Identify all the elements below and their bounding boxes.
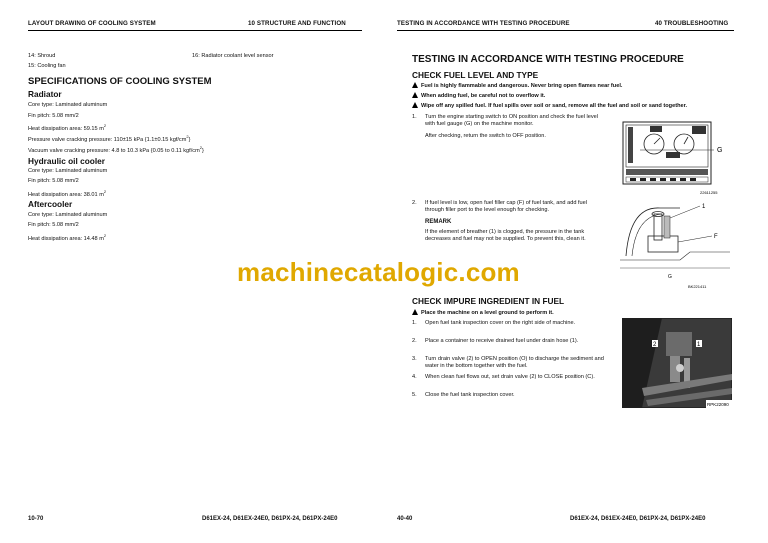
spec-title: SPECIFICATIONS OF COOLING SYSTEM (28, 76, 212, 87)
breather-label: 1 (702, 204, 706, 210)
radiator-heat: Heat dissipation area: 59.15 $m^2$ (28, 123, 107, 132)
oil-cooler-fin: Fin pitch: 5.08 mm/2 (28, 178, 79, 184)
warning-spill: Wipe off any spilled fuel. If fuel spills over soil or sand, remove all the fuel and soil or sand together. (412, 102, 687, 109)
left-page-number: 10-70 (28, 516, 44, 522)
radiator-pressure-valve: Pressure valve cracking pressure: 110±15 kPa {1.1±0.15 kgf/$cm^2$} (28, 134, 191, 143)
warning-icon (412, 309, 418, 315)
right-header-section: 40 TROUBLESHOOTING (655, 20, 729, 27)
warning-level-ground: Place the machine on a level ground to perform it. (412, 309, 554, 316)
left-header-rule (28, 30, 362, 31)
warning-overflow: When adding fuel, be careful not to overflow it. (412, 92, 545, 99)
drain-hose-label: 1 (697, 342, 701, 348)
aftercooler-core: Core type: Laminated aluminum (28, 212, 108, 218)
warning-icon (412, 82, 418, 88)
drain-valve-photo (622, 318, 732, 408)
warning-flammable: Fuel is highly flammable and dangerous. Never bring open flames near fuel. (412, 82, 622, 89)
item-shroud: 14: Shroud (28, 53, 56, 59)
figure1-code: 22611255 (700, 190, 718, 195)
right-header-rule (397, 30, 734, 31)
watermark: machinecatalogic.com (237, 257, 520, 287)
left-header-section: 10 STRUCTURE AND FUNCTION (248, 20, 346, 27)
oil-cooler-title: Hydraulic oil cooler (28, 156, 105, 166)
figure2-code: BK221411 (688, 284, 707, 289)
aftercooler-fin: Fin pitch: 5.08 mm/2 (28, 222, 79, 228)
right-page-title: TESTING IN ACCORDANCE WITH TESTING PROCEDURE (412, 54, 684, 65)
remark-title: REMARK (425, 219, 452, 225)
radiator-vacuum-valve: Vacuum valve cracking pressure: 4.8 to 10.3 kPa {0.05 to 0.11 kgf/$cm^2$} (28, 145, 204, 154)
figure3-code: RPK22090 (707, 402, 729, 407)
right-page: TESTING IN ACCORDANCE WITH TESTING PROCEDURE 40 TROUBLESHOOTING TESTING IN ACCORDANCE WITH TESTING PROCEDURE CHECK FUEL LEVEL AND TYPE Fuel is highly flammable and dangerous. Never bring open flames near fuel. When adding fuel, be careful not to overflow it. Wipe off any spilled fuel. If fuel spills over soil or sand, remove all the fuel and soil or sand together. 1. Turn the engine starting switch to ON position and check the fuel level with fuel gauge (G) on the machine monitor. After checking, return the switch to OFF position. G 22611255 2. If fuel level is low, open fuel filler cap (F) of fuel tank, and add fuel through filler port to the level enough for checking. REMARK If the element of breather (1) is clogged, the pressure in the tank decreases and fuel may not be supplied. To prevent this, clean it. 1 F G BK221411 CHECK IMPURE INGREDIENT IN FUEL Place the machine on a level ground to perform it. 1. Open fuel tank inspection cover on the right side of machine. 2. Place a container to receive drained fuel under drain hose (1). 3. Turn drain valve (2) to OPEN position (O) to discharge the sediment and water in the bottom together with the fuel. 4. When clean fuel flows out, set drain valve (2) to CLOSE position (C). 5. Close the fuel tank inspection cover. 2 1 RPK22090 40-40 D61EX-24, D61EX-24E0, D61PX-24, D61PX-24E0 (384, 0, 768, 543)
oil-cooler-heat: Heat dissipation area: 38.01 $m^2$ (28, 189, 107, 198)
drain-valve-label: 2 (653, 342, 657, 348)
left-header-title: LAYOUT DRAWING OF COOLING SYSTEM (28, 20, 156, 27)
aftercooler-title: Aftercooler (28, 199, 73, 209)
filler-cap-label: F (714, 234, 718, 240)
machine-monitor-figure (620, 118, 732, 196)
aftercooler-heat: Heat dissipation area: 14.48 $m^2$ (28, 233, 107, 242)
right-header-title: TESTING IN ACCORDANCE WITH TESTING PROCEDURE (397, 20, 570, 27)
fuel-filler-figure (620, 196, 732, 290)
item-cooling-fan: 15: Cooling fan (28, 63, 66, 69)
right-model-list: D61EX-24, D61EX-24E0, D61PX-24, D61PX-24E0 (570, 516, 706, 522)
warning-icon (412, 92, 418, 98)
fuel-level-title: CHECK FUEL LEVEL AND TYPE (412, 70, 539, 80)
fuel-level-step-1-after: After checking, return the switch to OFF position. (425, 133, 546, 139)
item-coolant-sensor: 16: Radiator coolant level sensor (192, 53, 274, 59)
radiator-core: Core type: Laminated aluminum (28, 102, 108, 108)
radiator-fin: Fin pitch: 5.08 mm/2 (28, 113, 79, 119)
left-model-list: D61EX-24, D61EX-24E0, D61PX-24, D61PX-24E0 (202, 516, 338, 522)
gauge-label: G (668, 274, 672, 280)
right-page-number: 40-40 (397, 516, 413, 522)
impure-title: CHECK IMPURE INGREDIENT IN FUEL (412, 296, 565, 306)
warning-icon (412, 102, 418, 108)
oil-cooler-core: Core type: Laminated aluminum (28, 168, 108, 174)
gauge-label-g: G (717, 147, 723, 154)
radiator-title: Radiator (28, 89, 62, 99)
